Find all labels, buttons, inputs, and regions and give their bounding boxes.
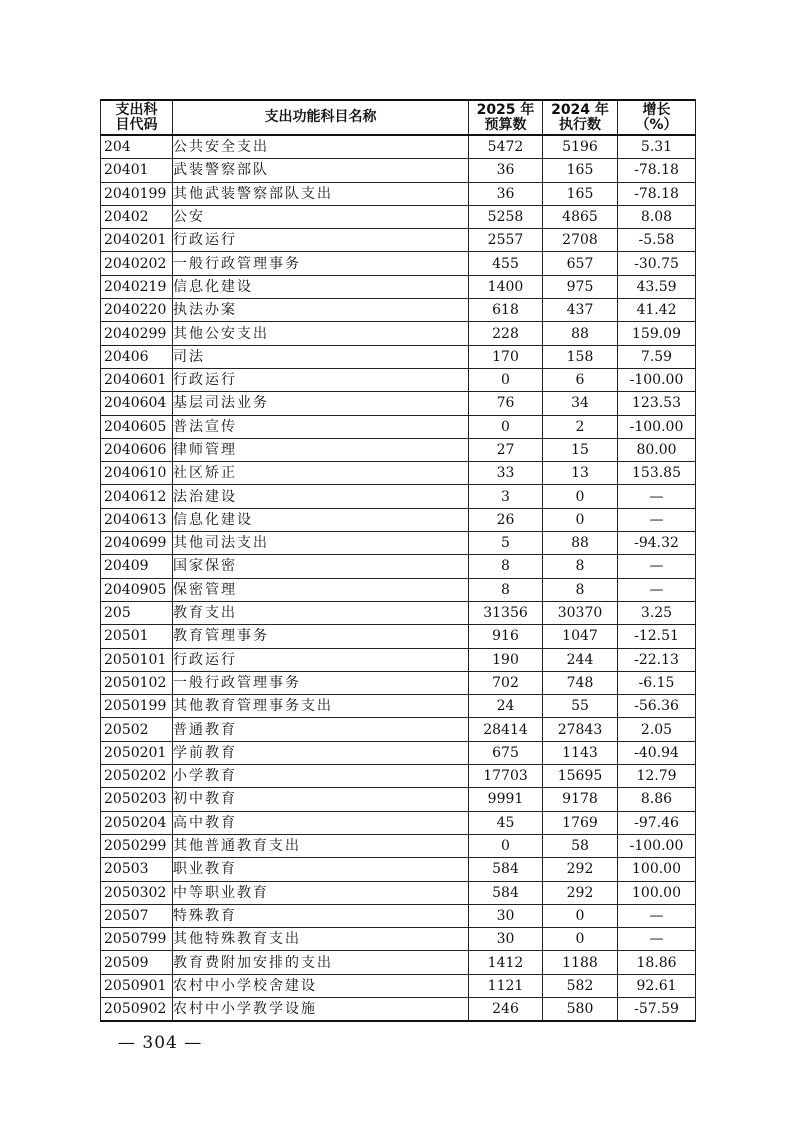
- cell-name-text: 行政运行: [173, 651, 237, 668]
- table-row: [101, 648, 696, 671]
- cell-executed-2024: 1188: [543, 951, 618, 974]
- cell-name-text: 公共安全支出: [173, 139, 269, 156]
- cell-budget-2025: 8: [469, 578, 543, 601]
- cell-name-text: 保密管理: [173, 581, 237, 598]
- table-row: [101, 858, 696, 881]
- table-row: [101, 811, 696, 834]
- table-row: [101, 368, 696, 391]
- cell-budget-2025: 916: [469, 625, 543, 648]
- cell-budget-2025: 27: [469, 438, 543, 461]
- cell-name: [173, 252, 469, 275]
- cell-executed-2024: 58: [543, 834, 618, 857]
- cell-executed-2024: 165: [543, 159, 618, 182]
- cell-executed-2024: 1143: [543, 741, 618, 764]
- table-row: [101, 555, 696, 578]
- cell-executed-2024: 244: [543, 648, 618, 671]
- table-row: [101, 904, 696, 927]
- cell-name: [173, 951, 469, 974]
- cell-name: [173, 578, 469, 601]
- table-row: [101, 741, 696, 764]
- cell-growth: 41.42: [618, 299, 696, 322]
- cell-name-text: 其他武装警察部队支出: [173, 185, 333, 202]
- cell-name-text: 学前教育: [173, 744, 237, 761]
- header-executed-line1: 2024 年: [551, 101, 609, 118]
- cell-executed-2024: 8: [543, 555, 618, 578]
- cell-executed-2024: 5196: [543, 135, 618, 159]
- cell-name: [173, 695, 469, 718]
- cell-executed-2024: 1769: [543, 811, 618, 834]
- cell-growth: 43.59: [618, 275, 696, 298]
- cell-name: [173, 788, 469, 811]
- cell-name-text: 其他教育管理事务支出: [173, 698, 333, 715]
- cell-code: 2040601: [101, 368, 173, 391]
- cell-code: 2040219: [101, 275, 173, 298]
- table-row: [101, 765, 696, 788]
- cell-name-text: 基层司法业务: [173, 395, 269, 412]
- table-row: [101, 718, 696, 741]
- cell-growth: 8.86: [618, 788, 696, 811]
- cell-executed-2024: 55: [543, 695, 618, 718]
- cell-executed-2024: 27843: [543, 718, 618, 741]
- header-code: [101, 100, 173, 135]
- table-row: [101, 671, 696, 694]
- cell-code: 20406: [101, 345, 173, 368]
- cell-name-text: 执法办案: [173, 302, 237, 319]
- cell-name-text: 特殊教育: [173, 907, 237, 924]
- cell-budget-2025: 9991: [469, 788, 543, 811]
- cell-code: 2050203: [101, 788, 173, 811]
- cell-growth: -30.75: [618, 252, 696, 275]
- cell-budget-2025: 702: [469, 671, 543, 694]
- cell-code: 20402: [101, 205, 173, 228]
- cell-name-text: 律师管理: [173, 442, 237, 458]
- cell-code: 20503: [101, 858, 173, 881]
- cell-code: 2050302: [101, 881, 173, 904]
- cell-name: [173, 205, 469, 228]
- cell-executed-2024: 580: [543, 997, 618, 1021]
- cell-name-text: 其他普通教育支出: [173, 838, 301, 855]
- header-budget-line1: 2025 年: [476, 101, 535, 118]
- cell-executed-2024: 15695: [543, 765, 618, 788]
- cell-executed-2024: 437: [543, 299, 618, 322]
- cell-name: [173, 532, 469, 555]
- cell-code: 2040604: [101, 392, 173, 415]
- cell-name: [173, 159, 469, 182]
- cell-growth: 7.59: [618, 345, 696, 368]
- cell-name: [173, 182, 469, 205]
- cell-name-text: 一般行政管理事务: [173, 674, 301, 691]
- cell-budget-2025: 17703: [469, 765, 543, 788]
- cell-budget-2025: 618: [469, 299, 543, 322]
- cell-growth: -57.59: [618, 997, 696, 1021]
- cell-name-text: 高中教育: [173, 814, 237, 831]
- cell-growth: 92.61: [618, 974, 696, 997]
- cell-executed-2024: 292: [543, 881, 618, 904]
- table-row: [101, 951, 696, 974]
- header-growth: [618, 100, 696, 135]
- cell-growth: 123.53: [618, 392, 696, 415]
- cell-executed-2024: 292: [543, 858, 618, 881]
- cell-name-text: 国家保密: [173, 558, 237, 575]
- cell-budget-2025: 5258: [469, 205, 543, 228]
- cell-budget-2025: 76: [469, 392, 543, 415]
- cell-code: 2050299: [101, 834, 173, 857]
- table-row: [101, 415, 696, 438]
- cell-executed-2024: 657: [543, 252, 618, 275]
- cell-growth: -22.13: [618, 648, 696, 671]
- table-row: [101, 252, 696, 275]
- cell-executed-2024: 0: [543, 904, 618, 927]
- cell-executed-2024: 748: [543, 671, 618, 694]
- cell-executed-2024: 15: [543, 438, 618, 461]
- table-row: [101, 834, 696, 857]
- cell-name: [173, 881, 469, 904]
- cell-name: [173, 299, 469, 322]
- cell-budget-2025: 45: [469, 811, 543, 834]
- table-row: [101, 485, 696, 508]
- cell-budget-2025: 24: [469, 695, 543, 718]
- cell-name-text: 行政运行: [173, 232, 237, 249]
- cell-growth: -100.00: [618, 834, 696, 857]
- cell-growth: 8.08: [618, 205, 696, 228]
- table-row: [101, 135, 696, 159]
- cell-name: [173, 135, 469, 159]
- cell-budget-2025: 170: [469, 345, 543, 368]
- table-row: [101, 508, 696, 531]
- table-row: [101, 182, 696, 205]
- cell-growth: 80.00: [618, 438, 696, 461]
- cell-name-text: 教育管理事务: [173, 628, 269, 645]
- cell-growth: 100.00: [618, 881, 696, 904]
- cell-name-text: 其他特殊教育支出: [173, 931, 301, 948]
- cell-name-text: 司法: [173, 348, 205, 365]
- cell-executed-2024: 0: [543, 508, 618, 531]
- cell-name-text: 教育费附加安排的支出: [173, 954, 333, 971]
- cell-executed-2024: 6: [543, 368, 618, 391]
- cell-growth: -56.36: [618, 695, 696, 718]
- cell-code: 204: [101, 135, 173, 159]
- cell-code: 2050102: [101, 671, 173, 694]
- header-executed-line2: 执行数: [559, 116, 601, 133]
- table-row: [101, 928, 696, 951]
- cell-code: 20509: [101, 951, 173, 974]
- cell-name: [173, 974, 469, 997]
- cell-executed-2024: 8: [543, 578, 618, 601]
- cell-name-text: 初中教育: [173, 791, 237, 808]
- cell-name: [173, 718, 469, 741]
- cell-code: 2040299: [101, 322, 173, 345]
- cell-growth: —: [618, 485, 696, 508]
- cell-code: 2040199: [101, 182, 173, 205]
- cell-name-text: 农村中小学教学设施: [173, 1001, 317, 1018]
- cell-code: 2040220: [101, 299, 173, 322]
- table-row: [101, 345, 696, 368]
- table-row: [101, 462, 696, 485]
- cell-executed-2024: 13: [543, 462, 618, 485]
- cell-budget-2025: 0: [469, 368, 543, 391]
- cell-code: 2050202: [101, 765, 173, 788]
- cell-growth: -12.51: [618, 625, 696, 648]
- cell-budget-2025: 675: [469, 741, 543, 764]
- cell-code: 20502: [101, 718, 173, 741]
- table-row: [101, 974, 696, 997]
- cell-executed-2024: 0: [543, 928, 618, 951]
- cell-name: [173, 625, 469, 648]
- cell-growth: —: [618, 904, 696, 927]
- cell-executed-2024: 2708: [543, 229, 618, 252]
- cell-name: [173, 834, 469, 857]
- cell-growth: 2.05: [618, 718, 696, 741]
- cell-executed-2024: 2: [543, 415, 618, 438]
- table-row: [101, 695, 696, 718]
- cell-growth: -40.94: [618, 741, 696, 764]
- cell-growth: -6.15: [618, 671, 696, 694]
- cell-name-text: 小学教育: [173, 768, 237, 785]
- cell-budget-2025: 36: [469, 159, 543, 182]
- cell-name-text: 职业教育: [173, 861, 237, 878]
- cell-growth: —: [618, 578, 696, 601]
- cell-code: 2040201: [101, 229, 173, 252]
- cell-budget-2025: 5472: [469, 135, 543, 159]
- table-row: [101, 788, 696, 811]
- cell-name: [173, 601, 469, 624]
- cell-growth: -100.00: [618, 415, 696, 438]
- cell-code: 20409: [101, 555, 173, 578]
- cell-name: [173, 555, 469, 578]
- cell-code: 2040606: [101, 438, 173, 461]
- table-header-row: [101, 100, 696, 135]
- cell-name-text: 其他司法支出: [173, 535, 269, 552]
- cell-name: [173, 415, 469, 438]
- cell-budget-2025: 33: [469, 462, 543, 485]
- cell-executed-2024: 975: [543, 275, 618, 298]
- table-row: [101, 299, 696, 322]
- cell-code: 20507: [101, 904, 173, 927]
- cell-growth: -78.18: [618, 159, 696, 182]
- cell-budget-2025: 28414: [469, 718, 543, 741]
- table-row: [101, 578, 696, 601]
- cell-name-text: 信息化建设: [173, 511, 253, 528]
- cell-budget-2025: 30: [469, 928, 543, 951]
- cell-growth: —: [618, 555, 696, 578]
- cell-budget-2025: 30: [469, 904, 543, 927]
- cell-budget-2025: 0: [469, 834, 543, 857]
- cell-growth: 5.31: [618, 135, 696, 159]
- cell-code: 2040613: [101, 508, 173, 531]
- cell-executed-2024: 9178: [543, 788, 618, 811]
- cell-name-text: 公安: [173, 209, 205, 226]
- cell-name: [173, 508, 469, 531]
- cell-budget-2025: 246: [469, 997, 543, 1021]
- cell-code: 2040605: [101, 415, 173, 438]
- cell-code: 2050204: [101, 811, 173, 834]
- table-row: [101, 205, 696, 228]
- table-row: [101, 601, 696, 624]
- cell-budget-2025: 1121: [469, 974, 543, 997]
- cell-name: [173, 928, 469, 951]
- table-body: [101, 135, 696, 1021]
- cell-growth: 159.09: [618, 322, 696, 345]
- cell-name: [173, 392, 469, 415]
- cell-code: 2050201: [101, 741, 173, 764]
- cell-budget-2025: 1400: [469, 275, 543, 298]
- cell-name-text: 一般行政管理事务: [173, 255, 301, 272]
- cell-code: 2050101: [101, 648, 173, 671]
- cell-growth: 100.00: [618, 858, 696, 881]
- cell-growth: 153.85: [618, 462, 696, 485]
- cell-growth: —: [618, 928, 696, 951]
- header-growth-line2: （%）: [635, 116, 678, 133]
- cell-budget-2025: 8: [469, 555, 543, 578]
- cell-code: 2040699: [101, 532, 173, 555]
- header-name: 支出功能科目名称: [173, 100, 469, 135]
- cell-name: [173, 741, 469, 764]
- cell-growth: 3.25: [618, 601, 696, 624]
- cell-budget-2025: 0: [469, 415, 543, 438]
- cell-executed-2024: 158: [543, 345, 618, 368]
- cell-budget-2025: 3: [469, 485, 543, 508]
- header-growth-line1: 增长: [642, 101, 671, 118]
- cell-name: [173, 229, 469, 252]
- cell-budget-2025: 584: [469, 881, 543, 904]
- cell-code: 2040610: [101, 462, 173, 485]
- cell-code: 2050799: [101, 928, 173, 951]
- cell-executed-2024: 34: [543, 392, 618, 415]
- table-row: [101, 392, 696, 415]
- header-code-line1: 支出科: [115, 101, 158, 118]
- table-row: [101, 322, 696, 345]
- cell-name-text: 农村中小学校舍建设: [173, 977, 317, 994]
- cell-name-text: 普通教育: [173, 721, 237, 738]
- cell-name: [173, 648, 469, 671]
- cell-name: [173, 485, 469, 508]
- cell-name-text: 社区矫正: [173, 465, 237, 482]
- header-executed: [543, 100, 618, 135]
- cell-budget-2025: 31356: [469, 601, 543, 624]
- table-row: [101, 997, 696, 1021]
- table-row: [101, 229, 696, 252]
- table-row: [101, 532, 696, 555]
- cell-name: [173, 765, 469, 788]
- cell-growth: -97.46: [618, 811, 696, 834]
- cell-name-text: 普法宣传: [173, 418, 237, 435]
- expenditure-table: [100, 99, 696, 1022]
- cell-code: 20501: [101, 625, 173, 648]
- cell-code: 20401: [101, 159, 173, 182]
- cell-growth: -5.58: [618, 229, 696, 252]
- cell-executed-2024: 165: [543, 182, 618, 205]
- cell-code: 2050902: [101, 997, 173, 1021]
- cell-growth: -100.00: [618, 368, 696, 391]
- cell-budget-2025: 455: [469, 252, 543, 275]
- cell-budget-2025: 36: [469, 182, 543, 205]
- cell-name: [173, 438, 469, 461]
- cell-name: [173, 671, 469, 694]
- cell-growth: -78.18: [618, 182, 696, 205]
- cell-executed-2024: 88: [543, 532, 618, 555]
- cell-name: [173, 904, 469, 927]
- cell-name-text: 武装警察部队: [173, 162, 269, 179]
- cell-code: 2040612: [101, 485, 173, 508]
- cell-name: [173, 997, 469, 1021]
- table-row: [101, 275, 696, 298]
- cell-code: 2040202: [101, 252, 173, 275]
- cell-budget-2025: 26: [469, 508, 543, 531]
- cell-executed-2024: 1047: [543, 625, 618, 648]
- cell-executed-2024: 30370: [543, 601, 618, 624]
- cell-budget-2025: 584: [469, 858, 543, 881]
- table-row: [101, 881, 696, 904]
- cell-name-text: 行政运行: [173, 372, 237, 389]
- cell-name-text: 信息化建设: [173, 278, 253, 295]
- page-number: — 304 —: [118, 1033, 203, 1053]
- cell-growth: —: [618, 508, 696, 531]
- cell-executed-2024: 0: [543, 485, 618, 508]
- cell-code: 2040905: [101, 578, 173, 601]
- cell-name: [173, 462, 469, 485]
- cell-name: [173, 811, 469, 834]
- cell-name-text: 中等职业教育: [173, 884, 269, 901]
- header-budget-line2: 预算数: [484, 116, 527, 133]
- cell-executed-2024: 582: [543, 974, 618, 997]
- cell-name-text: 其他公安支出: [173, 325, 269, 342]
- header-budget: [469, 100, 543, 135]
- cell-growth: 12.79: [618, 765, 696, 788]
- cell-name-text: 法治建设: [173, 488, 237, 505]
- cell-executed-2024: 88: [543, 322, 618, 345]
- cell-name: [173, 345, 469, 368]
- cell-name: [173, 275, 469, 298]
- cell-budget-2025: 190: [469, 648, 543, 671]
- cell-name-text: 教育支出: [173, 605, 237, 622]
- header-code-line2: 目代码: [115, 116, 158, 133]
- cell-code: 205: [101, 601, 173, 624]
- cell-budget-2025: 2557: [469, 229, 543, 252]
- cell-code: 2050901: [101, 974, 173, 997]
- cell-budget-2025: 228: [469, 322, 543, 345]
- cell-growth: 18.86: [618, 951, 696, 974]
- cell-budget-2025: 5: [469, 532, 543, 555]
- table-row: [101, 625, 696, 648]
- cell-name: [173, 322, 469, 345]
- cell-budget-2025: 1412: [469, 951, 543, 974]
- table-row: [101, 438, 696, 461]
- table-row: [101, 159, 696, 182]
- cell-code: 2050199: [101, 695, 173, 718]
- cell-name: [173, 858, 469, 881]
- cell-name: [173, 368, 469, 391]
- cell-growth: -94.32: [618, 532, 696, 555]
- cell-executed-2024: 4865: [543, 205, 618, 228]
